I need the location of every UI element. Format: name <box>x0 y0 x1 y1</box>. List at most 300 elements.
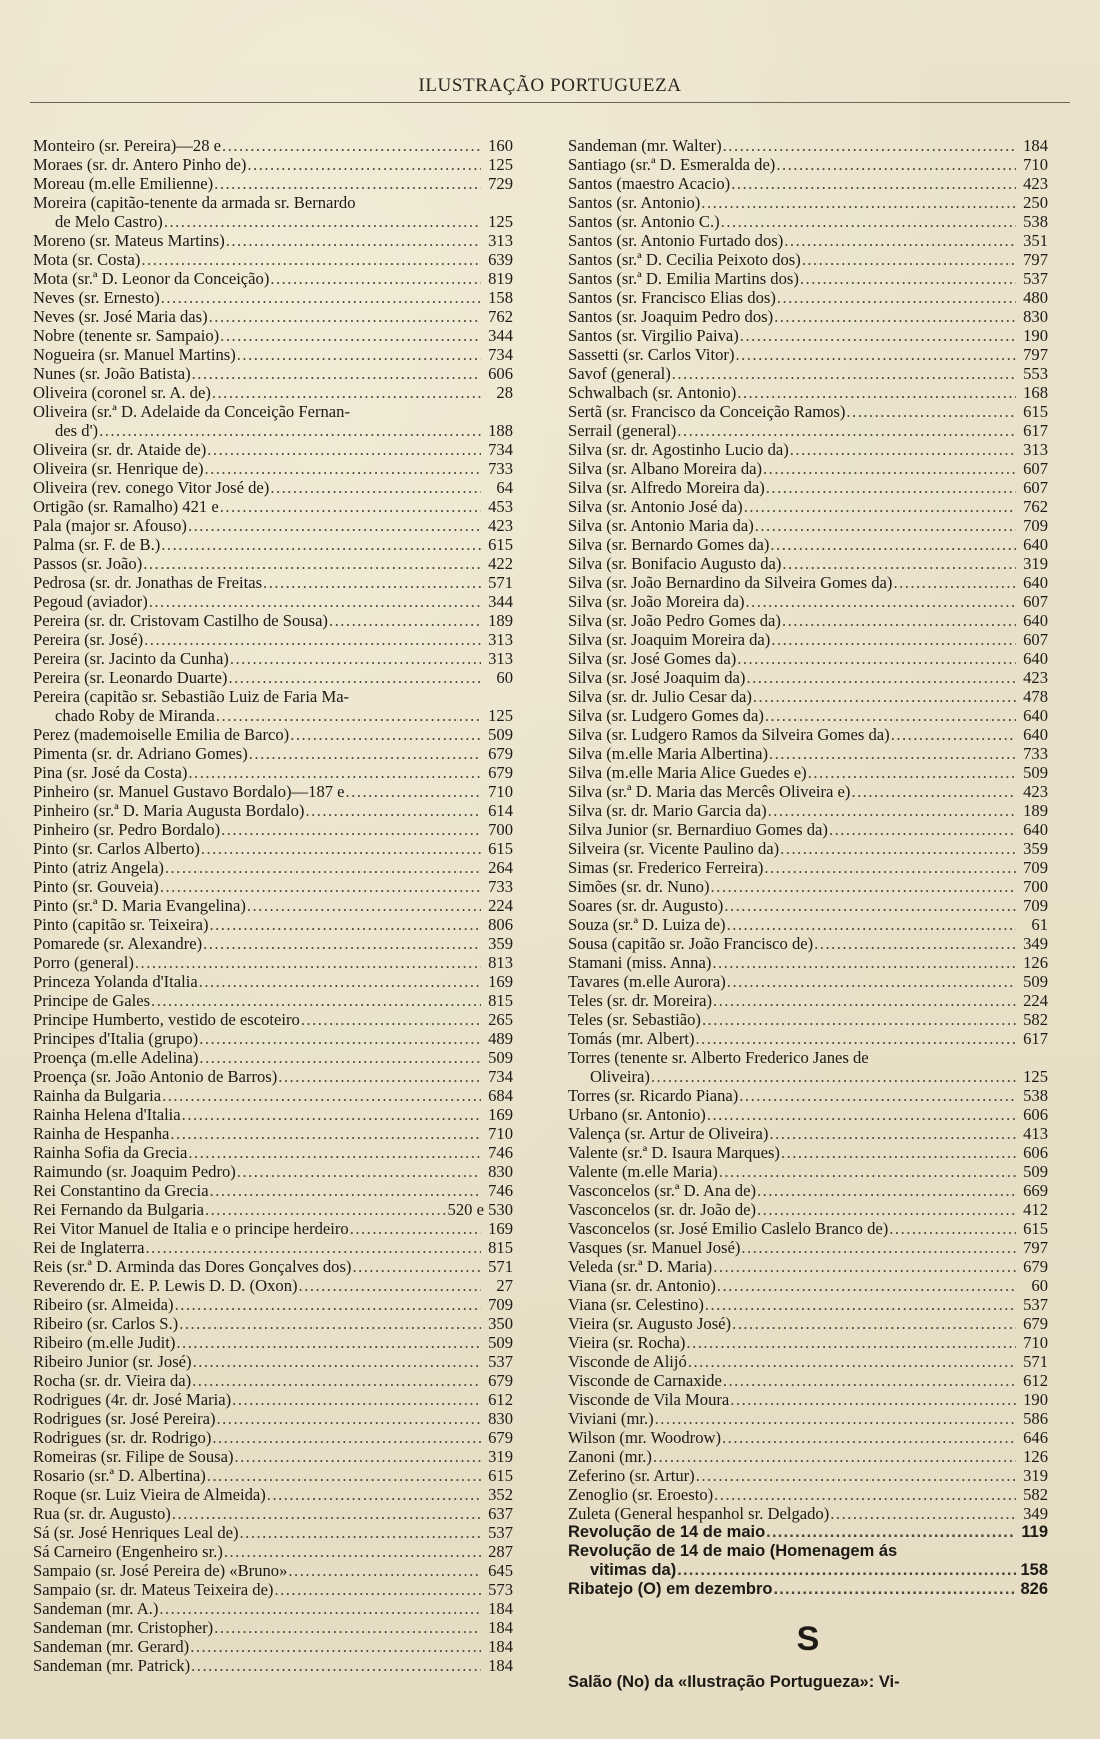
index-entry <box>568 1295 1048 1314</box>
entry-name: Rainha de Hespanha <box>33 1124 170 1143</box>
index-entry <box>568 820 1048 839</box>
index-entry <box>568 915 1048 934</box>
leader-dots <box>170 1124 481 1143</box>
entry-page: 571 <box>488 573 513 592</box>
leader-dots <box>209 915 481 934</box>
entry-line2 <box>33 212 513 231</box>
leader-dots <box>723 136 1016 155</box>
index-entry <box>33 1485 513 1504</box>
leader-dots <box>199 1048 481 1067</box>
entry-name: Rodrigues (4r. dr. José Maria) <box>33 1390 232 1409</box>
index-entry <box>33 877 513 896</box>
leader-dots <box>712 953 1016 972</box>
entry-page: 351 <box>1023 231 1048 250</box>
entry-name: Valente (m.elle Maria) <box>568 1162 718 1181</box>
index-entry <box>33 1067 513 1086</box>
index-entry <box>33 1029 513 1048</box>
leader-dots <box>151 991 481 1010</box>
entry-page: 537 <box>488 1523 513 1542</box>
leader-dots <box>222 136 481 155</box>
index-entry <box>33 1086 513 1105</box>
leader-dots <box>247 896 481 915</box>
index-entry <box>33 1181 513 1200</box>
index-entry <box>33 763 513 782</box>
index-entry <box>568 858 1048 877</box>
entry-page: 733 <box>488 459 513 478</box>
entry-name: Simões (sr. dr. Nuno) <box>568 877 710 896</box>
entry-page: 168 <box>1023 383 1048 402</box>
index-entry <box>568 1143 1048 1162</box>
index-entry <box>568 1181 1048 1200</box>
index-column-right <box>568 136 1048 1692</box>
entry-page: 537 <box>1023 1295 1048 1314</box>
entry-name: Sandeman (mr. Gerard) <box>33 1637 190 1656</box>
index-entry <box>33 1162 513 1181</box>
entry-name: Serrail (general) <box>568 421 677 440</box>
entry-name: Mota (sr.ª D. Leonor da Conceição) <box>33 269 270 288</box>
entry-name: Sandeman (mr. Walter) <box>568 136 722 155</box>
index-entry <box>33 592 513 611</box>
leader-dots <box>226 231 481 250</box>
entry-name: de Melo Castro) <box>55 212 163 231</box>
entry-name: Visconde de Alijó <box>568 1352 687 1371</box>
entry-name: Pinto (sr.ª D. Maria Evangelina) <box>33 896 246 915</box>
entry-name: Santos (sr.ª D. Emilia Martins dos) <box>568 269 799 288</box>
index-entry <box>33 155 513 174</box>
entry-page: 797 <box>1023 1238 1048 1257</box>
leader-dots <box>744 497 1016 516</box>
entry-page: 184 <box>488 1656 513 1675</box>
leader-dots <box>182 1105 481 1124</box>
leader-dots <box>711 877 1016 896</box>
entry-page: 615 <box>488 839 513 858</box>
leader-dots <box>205 1200 446 1219</box>
entry-page: 453 <box>488 497 513 516</box>
entry-page: 617 <box>1023 421 1048 440</box>
index-entry <box>568 421 1048 440</box>
leader-dots <box>768 801 1016 820</box>
leader-dots <box>146 1238 482 1257</box>
leader-dots <box>220 326 481 345</box>
leader-dots <box>766 1523 1016 1542</box>
index-entry <box>568 896 1048 915</box>
entry-name: Ribeiro (sr. Carlos S.) <box>33 1314 179 1333</box>
leader-dots <box>764 858 1016 877</box>
index-entry <box>568 1542 1048 1580</box>
entry-name: Silva (sr. Albano Moreira da) <box>568 459 763 478</box>
index-entry <box>568 554 1048 573</box>
entry-name: Zeferino (sr. Artur) <box>568 1466 695 1485</box>
entry-name: Rodrigues (sr. dr. Rodrigo) <box>33 1428 212 1447</box>
entry-page: 413 <box>1023 1124 1048 1143</box>
leader-dots <box>192 364 481 383</box>
section-letter: S <box>796 1620 820 1658</box>
entry-page: 709 <box>1023 896 1048 915</box>
entry-name: Ribeiro (sr. Almeida) <box>33 1295 174 1314</box>
entry-name: Mota (sr. Costa) <box>33 250 141 269</box>
index-entry <box>33 440 513 459</box>
leader-dots <box>305 801 481 820</box>
index-entry <box>33 1561 513 1580</box>
leader-dots <box>702 1010 1016 1029</box>
entry-name: Viana (sr. Celestino) <box>568 1295 704 1314</box>
entry-name: Viviani (mr.) <box>568 1409 654 1428</box>
entry-name: Moreno (sr. Mateus Martins) <box>33 231 225 250</box>
entry-name: Sassetti (sr. Carlos Vitor) <box>568 345 735 364</box>
leader-dots <box>717 1276 1016 1295</box>
leader-dots <box>781 1143 1016 1162</box>
index-entry <box>33 345 513 364</box>
leader-dots <box>249 744 481 763</box>
entry-page: 709 <box>488 1295 513 1314</box>
entry-name: Pinto (sr. Carlos Alberto) <box>33 839 200 858</box>
leader-dots <box>891 725 1016 744</box>
index-entry <box>568 1466 1048 1485</box>
entry-line2 <box>33 706 513 725</box>
entry-page: 582 <box>1023 1010 1048 1029</box>
entry-name: Silva (sr. João Moreira da) <box>568 592 745 611</box>
entry-page: 640 <box>1023 649 1048 668</box>
index-entry <box>33 1542 513 1561</box>
index-entry <box>33 1656 513 1675</box>
leader-dots <box>176 1333 481 1352</box>
entry-name: Ortigão (sr. Ramalho) 421 e <box>33 497 219 516</box>
leader-dots <box>732 1314 1016 1333</box>
index-entry <box>568 155 1048 174</box>
index-entry <box>568 478 1048 497</box>
leader-dots <box>191 1656 481 1675</box>
index-entry <box>33 136 513 155</box>
entry-page: 349 <box>1023 934 1048 953</box>
index-entry <box>568 1504 1048 1523</box>
leader-dots <box>802 250 1016 269</box>
index-entry <box>33 1143 513 1162</box>
index-entry <box>568 763 1048 782</box>
entry-page: 830 <box>1023 307 1048 326</box>
entry-page: 615 <box>488 1466 513 1485</box>
index-entry <box>568 839 1048 858</box>
index-entry <box>568 1447 1048 1466</box>
entry-line2 <box>33 421 513 440</box>
entry-page: 126 <box>1023 953 1048 972</box>
index-entry <box>568 1257 1048 1276</box>
entry-name: Raimundo (sr. Joaquim Pedro) <box>33 1162 236 1181</box>
entry-name: Oliveira (sr. Henrique de) <box>33 459 204 478</box>
entry-page: 612 <box>1023 1371 1048 1390</box>
index-entry <box>568 1580 1048 1599</box>
page-header: ILUSTRAÇÃO PORTUGUEZA <box>418 75 682 96</box>
index-entry <box>568 1105 1048 1124</box>
entry-page: 313 <box>488 630 513 649</box>
index-entry <box>33 1333 513 1352</box>
leader-dots <box>830 1504 1016 1523</box>
index-entry <box>568 1124 1048 1143</box>
entry-name: Visconde de Carnaxide <box>568 1371 722 1390</box>
index-entry <box>568 801 1048 820</box>
leader-dots <box>677 421 1016 440</box>
entry-page: 489 <box>488 1029 513 1048</box>
entry-name: Neves (sr. Ernesto) <box>33 288 160 307</box>
entry-page: 669 <box>1023 1181 1048 1200</box>
entry-page: 679 <box>488 1428 513 1447</box>
entry-name: Visconde de Vila Moura <box>568 1390 730 1409</box>
leader-dots <box>739 1086 1016 1105</box>
leader-dots <box>188 763 481 782</box>
leader-dots <box>190 1637 481 1656</box>
entry-page: 520 e 530 <box>447 1200 513 1219</box>
entry-name: Silva (sr. dr. Agostinho Lucio da) <box>568 440 789 459</box>
entry-name: Princeza Yolanda d'Italia <box>33 972 198 991</box>
leader-dots <box>247 155 481 174</box>
entry-page: 60 <box>1031 1276 1048 1295</box>
index-entry <box>33 573 513 592</box>
leader-dots <box>188 516 481 535</box>
entry-name: Schwalbach (sr. Antonio) <box>568 383 737 402</box>
index-entry <box>33 554 513 573</box>
leader-dots <box>770 535 1016 554</box>
entry-page: 762 <box>1023 497 1048 516</box>
entry-name: des d') <box>55 421 99 440</box>
entry-name: Zuleta (General hespanhol sr. Delgado) <box>568 1504 830 1523</box>
entry-name: Nogueira (sr. Manuel Martins) <box>33 345 236 364</box>
entry-page: 615 <box>488 535 513 554</box>
entry-page: 679 <box>488 1371 513 1390</box>
index-entry <box>568 250 1048 269</box>
index-entry <box>33 250 513 269</box>
index-entry <box>33 1200 513 1219</box>
entry-page: 313 <box>1023 440 1048 459</box>
entry-name: Principe de Gales <box>33 991 151 1010</box>
index-entry <box>33 630 513 649</box>
leader-dots <box>714 1485 1016 1504</box>
entry-name: Oliveira (sr. dr. Ataide de) <box>33 440 207 459</box>
index-entry <box>568 459 1048 478</box>
leader-dots <box>780 839 1016 858</box>
entry-name: Vasques (sr. Manuel José) <box>568 1238 741 1257</box>
leader-dots <box>352 1257 481 1276</box>
entry-name: Sá (sr. José Henriques Leal de) <box>33 1523 239 1542</box>
leader-dots <box>221 820 481 839</box>
entry-name: Passos (sr. João) <box>33 554 143 573</box>
entry-name: Silva (sr. João Pedro Gomes da) <box>568 611 781 630</box>
entry-page: 125 <box>488 155 513 174</box>
entry-page: 733 <box>488 877 513 896</box>
leader-dots <box>814 934 1016 953</box>
entry-name: Rei de Inglaterra <box>33 1238 145 1257</box>
entry-name: Tavares (m.elle Aurora) <box>568 972 726 991</box>
leader-dots <box>755 516 1016 535</box>
entry-name: Savof (general) <box>568 364 671 383</box>
entry-page: 126 <box>1023 1447 1048 1466</box>
entry-page: 509 <box>488 1333 513 1352</box>
entry-page: 607 <box>1023 459 1048 478</box>
entry-page: 169 <box>488 1105 513 1124</box>
leader-dots <box>224 1542 481 1561</box>
index-entry <box>33 307 513 326</box>
entry-name: Sampaio (sr. José Pereira de) «Bruno» <box>33 1561 288 1580</box>
entry-page: 637 <box>488 1504 513 1523</box>
leader-dots <box>757 1181 1016 1200</box>
leader-dots <box>766 478 1016 497</box>
entry-name: Palma (sr. F. de B.) <box>33 535 161 554</box>
index-entry <box>33 687 513 725</box>
entry-page: 679 <box>488 763 513 782</box>
leader-dots <box>889 1219 1016 1238</box>
entry-page: 586 <box>1023 1409 1048 1428</box>
index-entry <box>568 1219 1048 1238</box>
entry-name: Rainha da Bulgaria <box>33 1086 162 1105</box>
entry-name: Pinheiro (sr.ª D. Maria Augusta Bordalo) <box>33 801 305 820</box>
index-entry <box>33 1352 513 1371</box>
index-entry <box>33 326 513 345</box>
entry-name: Romeiras (sr. Filipe de Sousa) <box>33 1447 234 1466</box>
index-entry <box>33 972 513 991</box>
index-entry <box>568 687 1048 706</box>
entry-page: 344 <box>488 326 513 345</box>
leader-dots <box>707 1105 1016 1124</box>
index-entry <box>33 1124 513 1143</box>
entry-page: 639 <box>488 250 513 269</box>
entry-page: 190 <box>1023 1390 1048 1409</box>
entry-name: Rei Fernando da Bulgaria <box>33 1200 204 1219</box>
leader-dots <box>214 1618 481 1637</box>
index-entry <box>33 668 513 687</box>
leader-dots <box>722 1428 1016 1447</box>
leader-dots <box>149 592 481 611</box>
entry-name: Pinheiro (sr. Manuel Gustavo Bordalo)—187 e <box>33 782 345 801</box>
leader-dots <box>701 193 1016 212</box>
leader-dots <box>653 1447 1016 1466</box>
entry-page: 819 <box>488 269 513 288</box>
entry-name: Monteiro (sr. Pereira)—28 e <box>33 136 222 155</box>
leader-dots <box>784 231 1016 250</box>
index-entry <box>33 1314 513 1333</box>
entry-name-line1: Oliveira (sr.ª D. Adelaide da Conceição Fernan- <box>33 402 350 421</box>
entry-page: 645 <box>488 1561 513 1580</box>
entry-name: Silva (sr.ª D. Maria das Mercês Oliveira e) <box>568 782 851 801</box>
entry-name: Sandeman (mr. Patrick) <box>33 1656 191 1675</box>
leader-dots <box>217 1409 482 1428</box>
entry-page: 582 <box>1023 1485 1048 1504</box>
entry-name: Silva (sr. Joaquim Moreira da) <box>568 630 771 649</box>
entry-page: 700 <box>1023 877 1048 896</box>
leader-dots <box>210 1181 481 1200</box>
entry-page: 729 <box>488 174 513 193</box>
index-entry <box>33 1238 513 1257</box>
index-entry <box>568 934 1048 953</box>
entry-page: 806 <box>488 915 513 934</box>
entry-name: Pereira (sr. José) <box>33 630 144 649</box>
leader-dots <box>162 1086 481 1105</box>
entry-page: 573 <box>488 1580 513 1599</box>
right-entries <box>568 136 1048 1523</box>
entry-name: Zenoglio (sr. Eroesto) <box>568 1485 714 1504</box>
entry-name: Principes d'Italia (grupo) <box>33 1029 199 1048</box>
index-entry <box>568 1086 1048 1105</box>
leader-dots <box>771 630 1016 649</box>
index-entry <box>568 744 1048 763</box>
entry-page: 423 <box>488 516 513 535</box>
leader-dots <box>270 478 481 497</box>
leader-dots <box>696 1466 1016 1485</box>
entry-name: Silva (m.elle Maria Albertina) <box>568 744 768 763</box>
entry-page: 537 <box>488 1352 513 1371</box>
entry-page: 710 <box>488 1124 513 1143</box>
leader-dots <box>746 668 1016 687</box>
entry-name: Santos (sr. Joaquim Pedro dos) <box>568 307 774 326</box>
leader-dots <box>237 345 481 364</box>
leader-dots <box>237 1162 481 1181</box>
entry-name-line1: Torres (tenente sr. Alberto Frederico Janes de <box>568 1048 869 1067</box>
leader-dots <box>160 877 481 896</box>
leader-dots <box>800 269 1016 288</box>
leader-dots <box>782 611 1016 630</box>
entry-name: Pegoud (aviador) <box>33 592 148 611</box>
entry-page: 606 <box>488 364 513 383</box>
index-entry <box>33 478 513 497</box>
index-entry <box>33 801 513 820</box>
entry-page: 640 <box>1023 725 1048 744</box>
index-entry <box>33 1580 513 1599</box>
entry-page: 679 <box>1023 1257 1048 1276</box>
index-entry <box>568 535 1048 554</box>
leader-dots <box>721 212 1016 231</box>
entry-name: Sertã (sr. Francisco da Conceição Ramos) <box>568 402 846 421</box>
leader-dots <box>741 1238 1016 1257</box>
entry-name: Ribeiro Junior (sr. José) <box>33 1352 192 1371</box>
index-entry <box>568 991 1048 1010</box>
entry-page: 553 <box>1023 364 1048 383</box>
leader-dots <box>207 440 481 459</box>
index-entry <box>33 649 513 668</box>
entry-name: Santos (sr.ª D. Cecilia Peixoto dos) <box>568 250 801 269</box>
entry-name: Pinto (capitão sr. Teixeira) <box>33 915 209 934</box>
index-entry <box>33 1599 513 1618</box>
leader-dots <box>278 1067 481 1086</box>
entry-name: Pala (major sr. Afouso) <box>33 516 187 535</box>
entry-page: 184 <box>488 1599 513 1618</box>
leader-dots <box>893 573 1016 592</box>
entry-name: Sousa (capitão sr. João Francisco de) <box>568 934 814 953</box>
leader-dots <box>172 1504 481 1523</box>
entry-name: Vieira (sr. Rocha) <box>568 1333 686 1352</box>
entry-page: 349 <box>1023 1504 1048 1523</box>
index-entry <box>568 668 1048 687</box>
entry-page: 612 <box>488 1390 513 1409</box>
index-entry <box>568 611 1048 630</box>
entry-name: Sá Carneiro (Engenheiro sr.) <box>33 1542 223 1561</box>
entry-name: Pomarede (sr. Alexandre) <box>33 934 203 953</box>
entry-page: 617 <box>1023 1029 1048 1048</box>
entry-name: chado Roby de Miranda <box>55 706 215 725</box>
leader-dots <box>765 706 1016 725</box>
entry-name: Wilson (mr. Woodrow) <box>568 1428 722 1447</box>
entry-name: Pereira (sr. Jacinto da Cunha) <box>33 649 229 668</box>
leader-dots <box>776 155 1016 174</box>
leader-dots <box>141 250 481 269</box>
entry-name: Silva (sr. Ludgero Gomes da) <box>568 706 764 725</box>
entry-name: Pina (sr. José da Costa) <box>33 763 188 782</box>
leader-dots <box>164 212 481 231</box>
entry-name: Silva (sr. dr. Julio Cesar da) <box>568 687 752 706</box>
leader-dots <box>207 1466 481 1485</box>
entry-page: 606 <box>1023 1143 1048 1162</box>
entry-page: 509 <box>488 725 513 744</box>
entry-name: Valente (sr.ª D. Isaura Marques) <box>568 1143 780 1162</box>
entry-page: 287 <box>488 1542 513 1561</box>
entry-page: 571 <box>1023 1352 1048 1371</box>
entry-name-line1: Revolução de 14 de maio (Homenagem ás <box>568 1542 898 1560</box>
